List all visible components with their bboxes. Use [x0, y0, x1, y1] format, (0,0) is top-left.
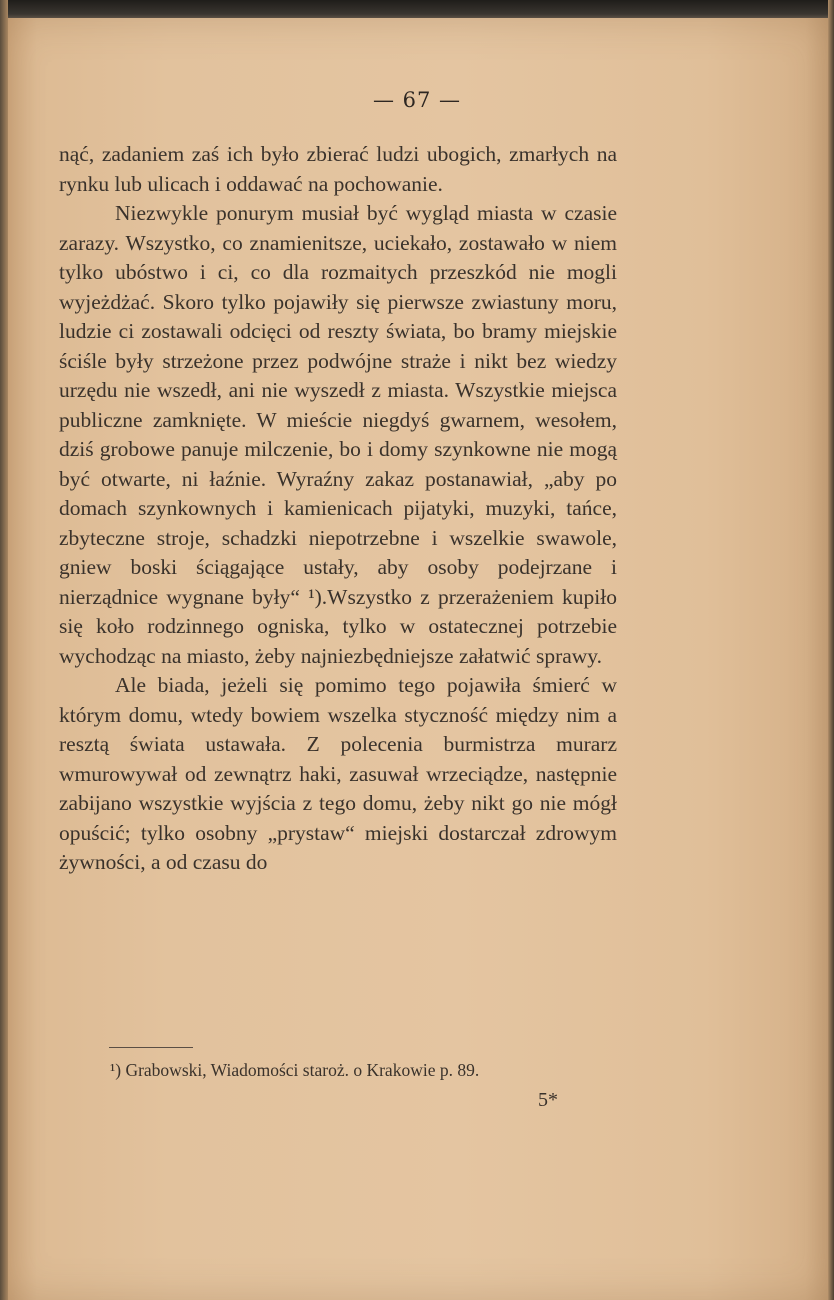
body-text — [59, 140, 617, 878]
paragraph: Niezwykle ponurym musiał być wygląd miasta w czasie zarazy. Wszystko, co znamienitsze, uciekało, zostawało w niem tylko ubóstwo i ci, co dla rozmaitych przeszkód nie mogli wyjeżdżać. Skoro tylko pojawiły się pierwsze zwiastuny moru, ludzie ci zostawali odcięci od reszty świata, bo bramy miejskie ściśle były strzeżone przez podwójne straże i nikt bez wiedzy urzędu nie wszedł, ani nie wyszedł z miasta. Wszystkie miejsca publiczne zamknięte. W mieście niegdyś gwarnem, wesołem, dziś grobowe panuje milczenie, bo i domy szynkowne nie mogą być otwarte, ni łaźnie. Wyraźny zakaz postanawiał, „aby po domach szynkownych i kamienicach pijatyki, muzyki, tańce, zbyteczne stroje, schadzki niepotrzebne i wszelkie swawole, gniew boski ściągające ustały, aby osoby podejrzane i nierządnice wygnane były“ ¹).Wszystko z przerażeniem kupiło się koło rodzinnego ogniska, tylko w ostatecznej potrzebie wychodząc na miasto, żeby najniezbędniejsze załatwić sprawy. — [59, 201, 617, 668]
printer-signature-mark: 5* — [538, 1089, 558, 1111]
paragraph-continuation: nąć, zadaniem zaś ich było zbierać ludzi ubogich, zmarłych na rynku lub ulicach i oddawać na pochowanie. — [59, 142, 617, 196]
footnote-divider — [109, 1047, 193, 1048]
page-number-header: — 67 — — [372, 88, 462, 112]
paragraph: Ale biada, jeżeli się pomimo tego pojawiła śmierć w którym domu, wtedy bowiem wszelka styczność między nim a resztą świata ustawała. Z polecenia burmistrza murarz wmurowywał od zewnątrz haki, zasuwał wrzeciądze, następnie zabijano wszystkie wyjścia z tego domu, żeby nikt go nie mógł opuścić; tylko osobny „prystaw“ miejski dostarczał zdrowym żywności, a od czasu do — [59, 673, 617, 874]
scan-right-edge — [828, 0, 834, 1300]
scan-left-edge — [0, 0, 8, 1300]
footnote: ¹) Grabowski, Wiadomości staroż. o Krakowie p. 89. — [110, 1060, 480, 1080]
scan-top-edge — [0, 0, 834, 20]
